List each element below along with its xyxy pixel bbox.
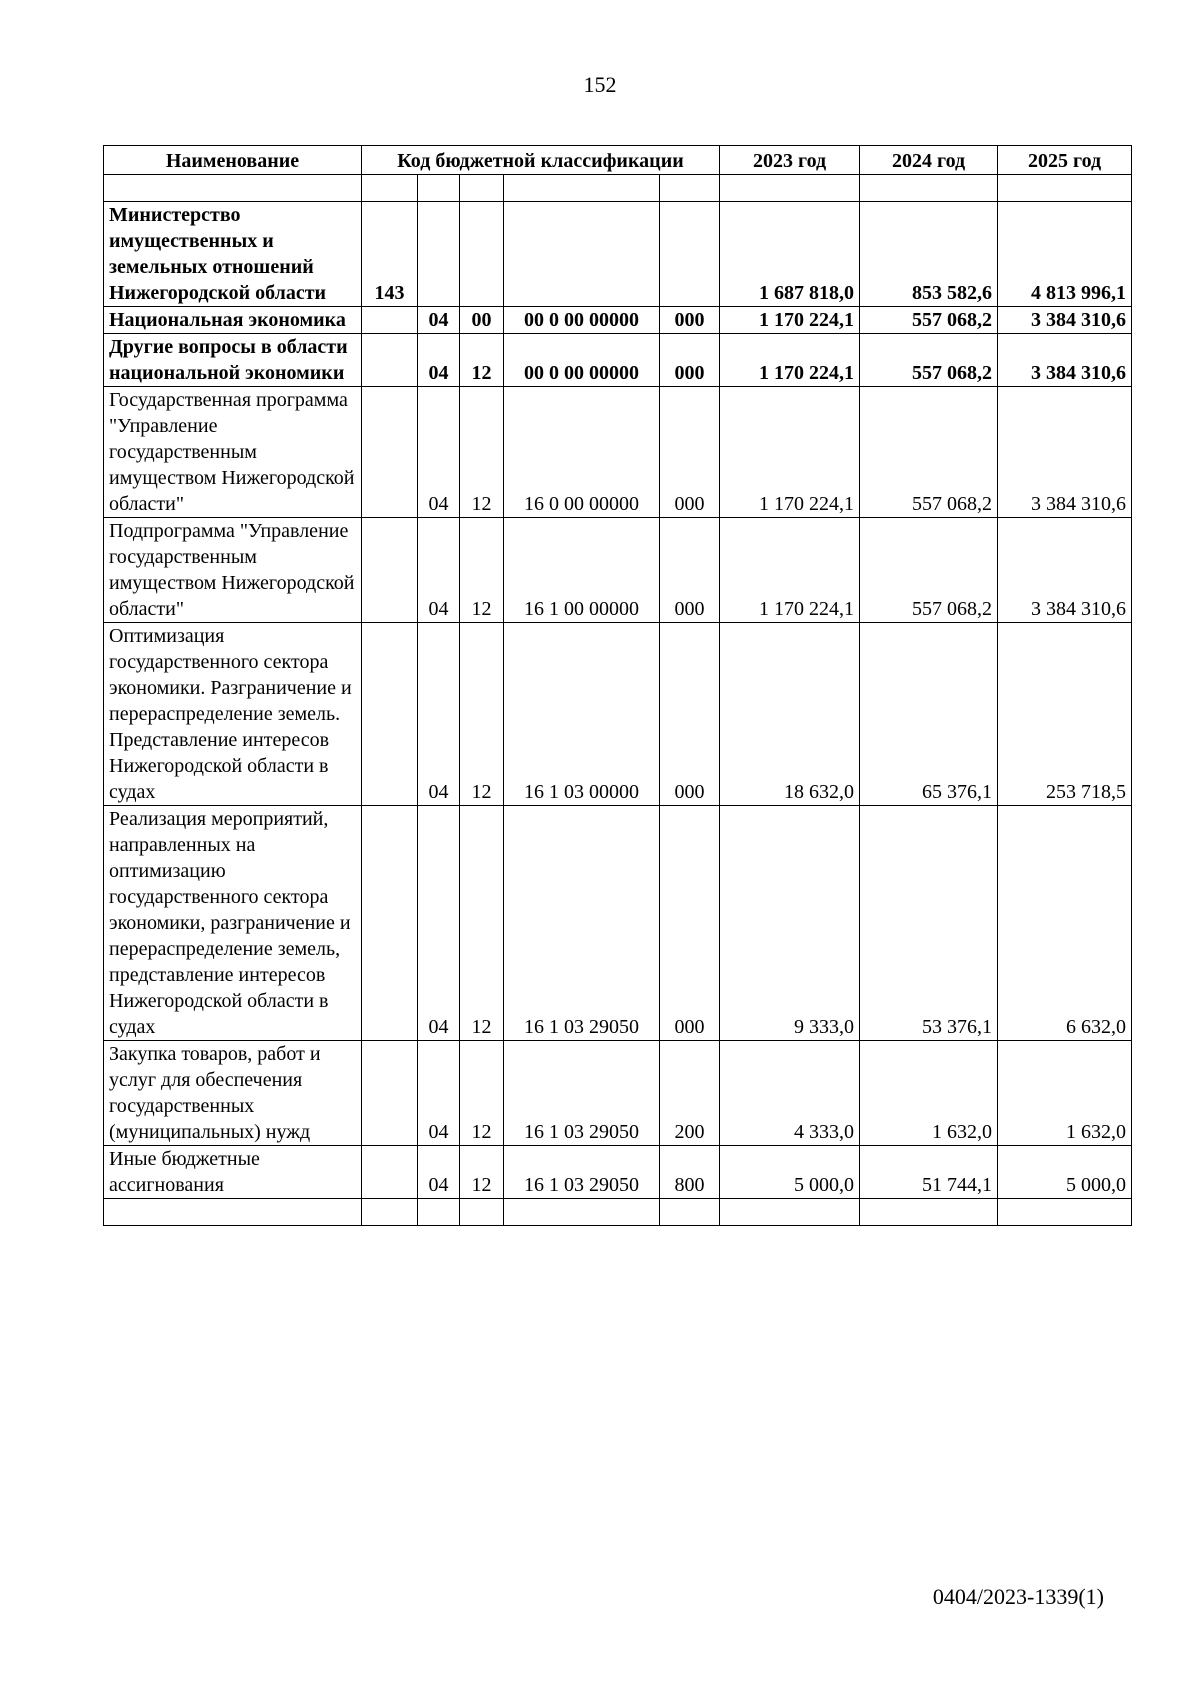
header-2024: 2024 год xyxy=(860,146,998,175)
cell-rz: 04 xyxy=(418,623,460,806)
header-2023: 2023 год xyxy=(720,146,860,175)
cell-y2025: 3 384 310,6 xyxy=(998,307,1132,334)
cell-name: Министерство имущественных и земельных отношений Нижегородской области xyxy=(104,202,362,307)
cell-y2024: 51 744,1 xyxy=(860,1146,998,1199)
cell-gr xyxy=(362,1041,418,1146)
page-number: 152 xyxy=(583,72,617,97)
table-row xyxy=(104,307,1132,334)
cell-name: Реализация мероприятий, направленных на оптимизацию государственного сектора экономики, разграничение и перераспределение земель, представление интересов Нижегородской области в судах xyxy=(104,806,362,1041)
cell-y2025: 5 000,0 xyxy=(998,1146,1132,1199)
header-name: Наименование xyxy=(104,146,362,175)
cell-y2023: 1 170 224,1 xyxy=(720,334,860,387)
cell-gr xyxy=(362,334,418,387)
cell-y2023: 5 000,0 xyxy=(720,1146,860,1199)
cell-name: Другие вопросы в области национальной экономики xyxy=(104,334,362,387)
cell-y2024: 853 582,6 xyxy=(860,202,998,307)
cell-csr: 16 1 00 00000 xyxy=(504,518,660,623)
table-row xyxy=(104,806,1132,1041)
cell-y2025: 3 384 310,6 xyxy=(998,334,1132,387)
cell-vr: 000 xyxy=(660,518,720,623)
cell-rz: 04 xyxy=(418,1041,460,1146)
cell-y2024: 557 068,2 xyxy=(860,307,998,334)
table-row xyxy=(104,202,1132,307)
cell-name: Иные бюджетные ассигнования xyxy=(104,1146,362,1199)
cell-csr xyxy=(504,202,660,307)
cell-gr xyxy=(362,806,418,1041)
cell-y2024: 557 068,2 xyxy=(860,518,998,623)
cell-y2024: 557 068,2 xyxy=(860,334,998,387)
cell-name: Государственная программа "Управление государственным имуществом Нижегородской области" xyxy=(104,387,362,518)
cell-vr: 000 xyxy=(660,334,720,387)
cell-y2025: 3 384 310,6 xyxy=(998,518,1132,623)
cell-csr: 16 1 03 29050 xyxy=(504,1146,660,1199)
cell-csr: 00 0 00 00000 xyxy=(504,307,660,334)
cell-pr: 12 xyxy=(460,1146,504,1199)
cell-y2023: 1 687 818,0 xyxy=(720,202,860,307)
cell-csr: 16 1 03 00000 xyxy=(504,623,660,806)
cell-name: Национальная экономика xyxy=(104,307,362,334)
header-2025: 2025 год xyxy=(998,146,1132,175)
header-row xyxy=(104,146,1132,175)
cell-pr: 12 xyxy=(460,806,504,1041)
cell-pr xyxy=(460,202,504,307)
cell-y2023: 1 170 224,1 xyxy=(720,518,860,623)
cell-rz xyxy=(418,202,460,307)
cell-vr: 200 xyxy=(660,1041,720,1146)
cell-y2023: 1 170 224,1 xyxy=(720,387,860,518)
cell-y2025: 1 632,0 xyxy=(998,1041,1132,1146)
cell-vr xyxy=(660,202,720,307)
cell-y2025: 3 384 310,6 xyxy=(998,387,1132,518)
cell-y2025: 6 632,0 xyxy=(998,806,1132,1041)
cell-y2024: 65 376,1 xyxy=(860,623,998,806)
cell-pr: 12 xyxy=(460,387,504,518)
spacer-row-bottom xyxy=(104,1199,1132,1226)
table-row xyxy=(104,387,1132,518)
cell-csr: 16 1 03 29050 xyxy=(504,1041,660,1146)
cell-gr xyxy=(362,518,418,623)
cell-rz: 04 xyxy=(418,334,460,387)
cell-gr xyxy=(362,387,418,518)
cell-pr: 12 xyxy=(460,334,504,387)
document-number: 0404/2023-1339(1) xyxy=(932,1584,1104,1609)
cell-vr: 000 xyxy=(660,307,720,334)
cell-y2023: 18 632,0 xyxy=(720,623,860,806)
table-row xyxy=(104,1041,1132,1146)
cell-rz: 04 xyxy=(418,1146,460,1199)
cell-vr: 800 xyxy=(660,1146,720,1199)
cell-rz: 04 xyxy=(418,806,460,1041)
cell-y2024: 53 376,1 xyxy=(860,806,998,1041)
cell-y2025: 4 813 996,1 xyxy=(998,202,1132,307)
cell-vr: 000 xyxy=(660,623,720,806)
cell-rz: 04 xyxy=(418,387,460,518)
cell-pr: 12 xyxy=(460,518,504,623)
header-code: Код бюджетной классификации xyxy=(362,146,720,175)
table-row xyxy=(104,334,1132,387)
cell-csr: 16 0 00 00000 xyxy=(504,387,660,518)
cell-name: Закупка товаров, работ и услуг для обеспечения государственных (муниципальных) нужд xyxy=(104,1041,362,1146)
cell-pr: 00 xyxy=(460,307,504,334)
cell-y2024: 557 068,2 xyxy=(860,387,998,518)
cell-gr xyxy=(362,623,418,806)
cell-name: Оптимизация государственного сектора экономики. Разграничение и перераспределение земель. Представление интересов Нижегородской области в судах xyxy=(104,623,362,806)
table-body xyxy=(104,175,1132,1226)
cell-y2023: 1 170 224,1 xyxy=(720,307,860,334)
table-row xyxy=(104,623,1132,806)
cell-vr: 000 xyxy=(660,387,720,518)
table-row xyxy=(104,518,1132,623)
cell-y2023: 4 333,0 xyxy=(720,1041,860,1146)
cell-gr xyxy=(362,1146,418,1199)
cell-gr: 143 xyxy=(362,202,418,307)
cell-csr: 16 1 03 29050 xyxy=(504,806,660,1041)
spacer-row-top xyxy=(104,175,1132,202)
table-row xyxy=(104,1146,1132,1199)
cell-y2023: 9 333,0 xyxy=(720,806,860,1041)
cell-rz: 04 xyxy=(418,307,460,334)
cell-pr: 12 xyxy=(460,623,504,806)
cell-rz: 04 xyxy=(418,518,460,623)
cell-y2024: 1 632,0 xyxy=(860,1041,998,1146)
cell-vr: 000 xyxy=(660,806,720,1041)
budget-table xyxy=(103,145,1132,1226)
cell-gr xyxy=(362,307,418,334)
cell-pr: 12 xyxy=(460,1041,504,1146)
cell-csr: 00 0 00 00000 xyxy=(504,334,660,387)
cell-y2025: 253 718,5 xyxy=(998,623,1132,806)
cell-name: Подпрограмма "Управление государственным имуществом Нижегородской области" xyxy=(104,518,362,623)
